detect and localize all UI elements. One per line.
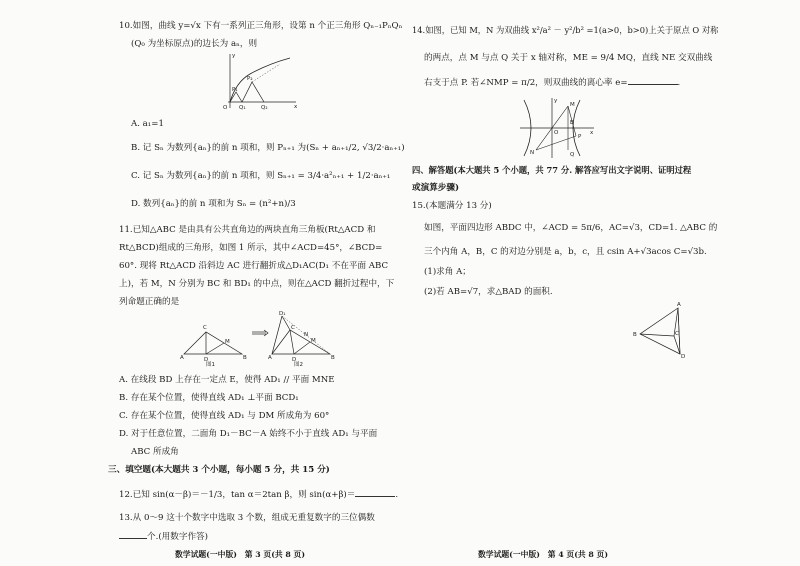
page-4-column: [400, 0, 800, 566]
q15-part2: (2)若 AB=√7，求△BAD 的面积.: [424, 287, 553, 297]
q11-line5: 列命题正确的是: [119, 297, 180, 307]
q15-quadrilateral-figure: [632, 302, 692, 358]
fig1-caption: 图1: [206, 362, 215, 368]
q15-fig-label-b: B: [633, 332, 637, 338]
q10-fig-label-p2: P₂: [247, 76, 253, 82]
q11-line3: 60°. 现将 Rt△ACD 沿斜边 AC 进行翻折成△D₁AC(D₁ 不在平面 ABC: [119, 261, 389, 271]
q14-hyperbola-figure: [516, 96, 596, 160]
q14-fig-label-x: x: [590, 130, 594, 136]
q10-fig-label-y: y: [232, 53, 236, 59]
q14-fig-label-e: E: [570, 120, 574, 126]
q15-line2: 三个内角 A，B，C 的对边分别是 a，b，c，且 csin A+√3acos C=√3b.: [424, 247, 707, 257]
fig2-label-b: B: [331, 355, 335, 361]
fig2-label-n: N: [304, 332, 309, 338]
q12-text: 12.已知 sin(α－β)＝－1/3，tan α＝2tan β，则 sin(α+β)＝: [119, 490, 356, 500]
q10-stem-line2: (Q₀ 为坐标原点)的边长为 aₙ，则: [131, 39, 258, 49]
q15-fig-label-d: D: [681, 354, 686, 360]
fig2-caption: 图2: [294, 362, 303, 368]
q15-part1: (1)求角 A；: [424, 267, 471, 277]
q14-line1: 14.如图，已知 M，N 为双曲线 x²/a² － y²/b² =1(a>0，b>0)上关于原点 O 对称: [412, 25, 719, 35]
section-4-heading-line2: 或演算步骤): [412, 183, 460, 193]
q10-stem-line1: 10.如图，曲线 y=√x 下有一系列正三角形，设第 n 个正三角形 Qₙ₋₁PₙQₙ: [119, 21, 403, 31]
q10-option-b: B. 记 Sₙ 为数列{aₙ}的前 n 项和，则 Pₙ₊₁ 为(Sₙ + aₙ₊₁/2, √3/2·aₙ₊₁): [131, 143, 405, 153]
q10-fig-label-x: x: [294, 104, 298, 110]
q14-fig-label-y: y: [554, 98, 558, 104]
q11-figures: [178, 312, 338, 368]
q14-fig-label-m: M: [570, 102, 575, 108]
q10-option-d: D. 数列{aₙ}的前 n 项和为 Sₙ = (n²+n)/3: [131, 199, 296, 209]
q10-fig-label-o: O: [223, 105, 228, 111]
q12: 12.已知 sin(α－β)＝－1/3，tan α＝2tan β，则 sin(α+β)＝ .: [119, 490, 399, 500]
fig1-label-c: C: [203, 325, 207, 331]
q11-line1: 11.已知△ABC 是由具有公共直角边的两块直角三角板(Rt△ACD 和: [119, 225, 376, 235]
page-4-footer: 数学试题(一中版) 第 4 页(共 8 页): [478, 550, 609, 559]
q11-option-a: A. 在线段 BD 上存在一定点 E，使得 AD₁ // 平面 MNE: [119, 375, 335, 385]
q10-option-c: C. 记 Sₙ 为数列{aₙ}的前 n 项和，则 Sₙ₊₁ = 3/4·a²ₙ₊₁ + 1/2·aₙ₊₁: [131, 171, 391, 181]
q10-option-a: A. a₁=1: [131, 119, 164, 129]
fig2-label-c: C: [291, 325, 295, 331]
q11-option-b: B. 存在某个位置，使得直线 AD₁ ⊥平面 BCD₁: [119, 393, 299, 403]
section-3-heading: 三、填空题(本大题共 3 个小题，每小题 5 分，共 15 分): [108, 465, 330, 475]
section-4-heading-line1: 四、解答题(本大题共 5 个小题，共 77 分. 解答应写出文字说明、证明过程: [412, 165, 692, 175]
q14-line3: 右支于点 P. 若∠NMP = π/2，则双曲线的离心率 e= .: [424, 78, 681, 88]
q10-triangles-figure: [220, 52, 300, 112]
q13-line1: 13.从 0～9 这十个数字中选取 3 个数，组成无重复数字的三位偶数: [119, 513, 375, 523]
q10-fig-label-p1: P₁: [232, 87, 238, 93]
fig2-label-d: D: [292, 357, 297, 363]
q14-line2: 的两点，点 M 与点 Q 关于 x 轴对称，ME = 9/4 MQ，直线 NE 交双曲线: [424, 53, 713, 63]
q15-line1: 如图，平面四边形 ABDC 中，∠ACD = 5π/6，AC=√3，CD=1. △ABC 的: [424, 223, 718, 233]
q15-fig-label-c: C: [675, 331, 679, 337]
q14-fig-label-o: O: [554, 130, 559, 136]
q15-fig-label-a: A: [677, 302, 681, 308]
page-3-footer: 数学试题(一中版) 第 3 页(共 8 页): [175, 550, 306, 559]
fig1-label-d: D: [204, 357, 209, 363]
q12-answer-blank: [355, 488, 395, 497]
fig2-label-m: M: [311, 338, 316, 344]
q15-heading: 15.(本题满分 13 分): [412, 201, 492, 211]
fig1-label-b: B: [243, 355, 247, 361]
q10-fig-label-q1: Q₁: [239, 105, 246, 111]
q13-answer-blank: [119, 530, 147, 539]
q13-line2: [119, 530, 208, 544]
q11-line4: 上)，若 M，N 分别为 BC 和 BD₁ 的中点，则在△ACD 翻折过程中，下: [119, 279, 395, 289]
fig1-label-m: M: [225, 339, 230, 345]
q14-answer-blank: [628, 76, 678, 85]
q14-fig-label-p: P: [578, 134, 582, 140]
q11-option-d-line2: ABC 所成角: [131, 447, 179, 457]
fig1-label-a: A: [180, 355, 184, 361]
q14-fig-label-n: N: [530, 150, 535, 156]
q11-option-c: C. 存在某个位置，使得直线 AD₁ 与 DM 所成角为 60°: [119, 411, 330, 421]
q14-fig-label-q: Q: [570, 152, 575, 158]
q11-option-d-line1: D. 对于任意位置，二面角 D₁－BC－A 始终不小于直线 AD₁ 与平面: [119, 429, 378, 439]
fig2-label-d1: D₁: [279, 311, 286, 317]
q14-line3-text: 右支于点 P. 若∠NMP = π/2，则双曲线的离心率 e=: [424, 78, 628, 88]
q13-text: 个.(用数字作答): [147, 532, 208, 542]
q10-fig-label-q2: Q₂: [261, 105, 268, 111]
fig2-label-a: A: [268, 355, 272, 361]
q11-line2: Rt△BCD)组成的三角形，如图 1 所示，其中∠ACD=45°，∠BCD=: [119, 243, 383, 253]
